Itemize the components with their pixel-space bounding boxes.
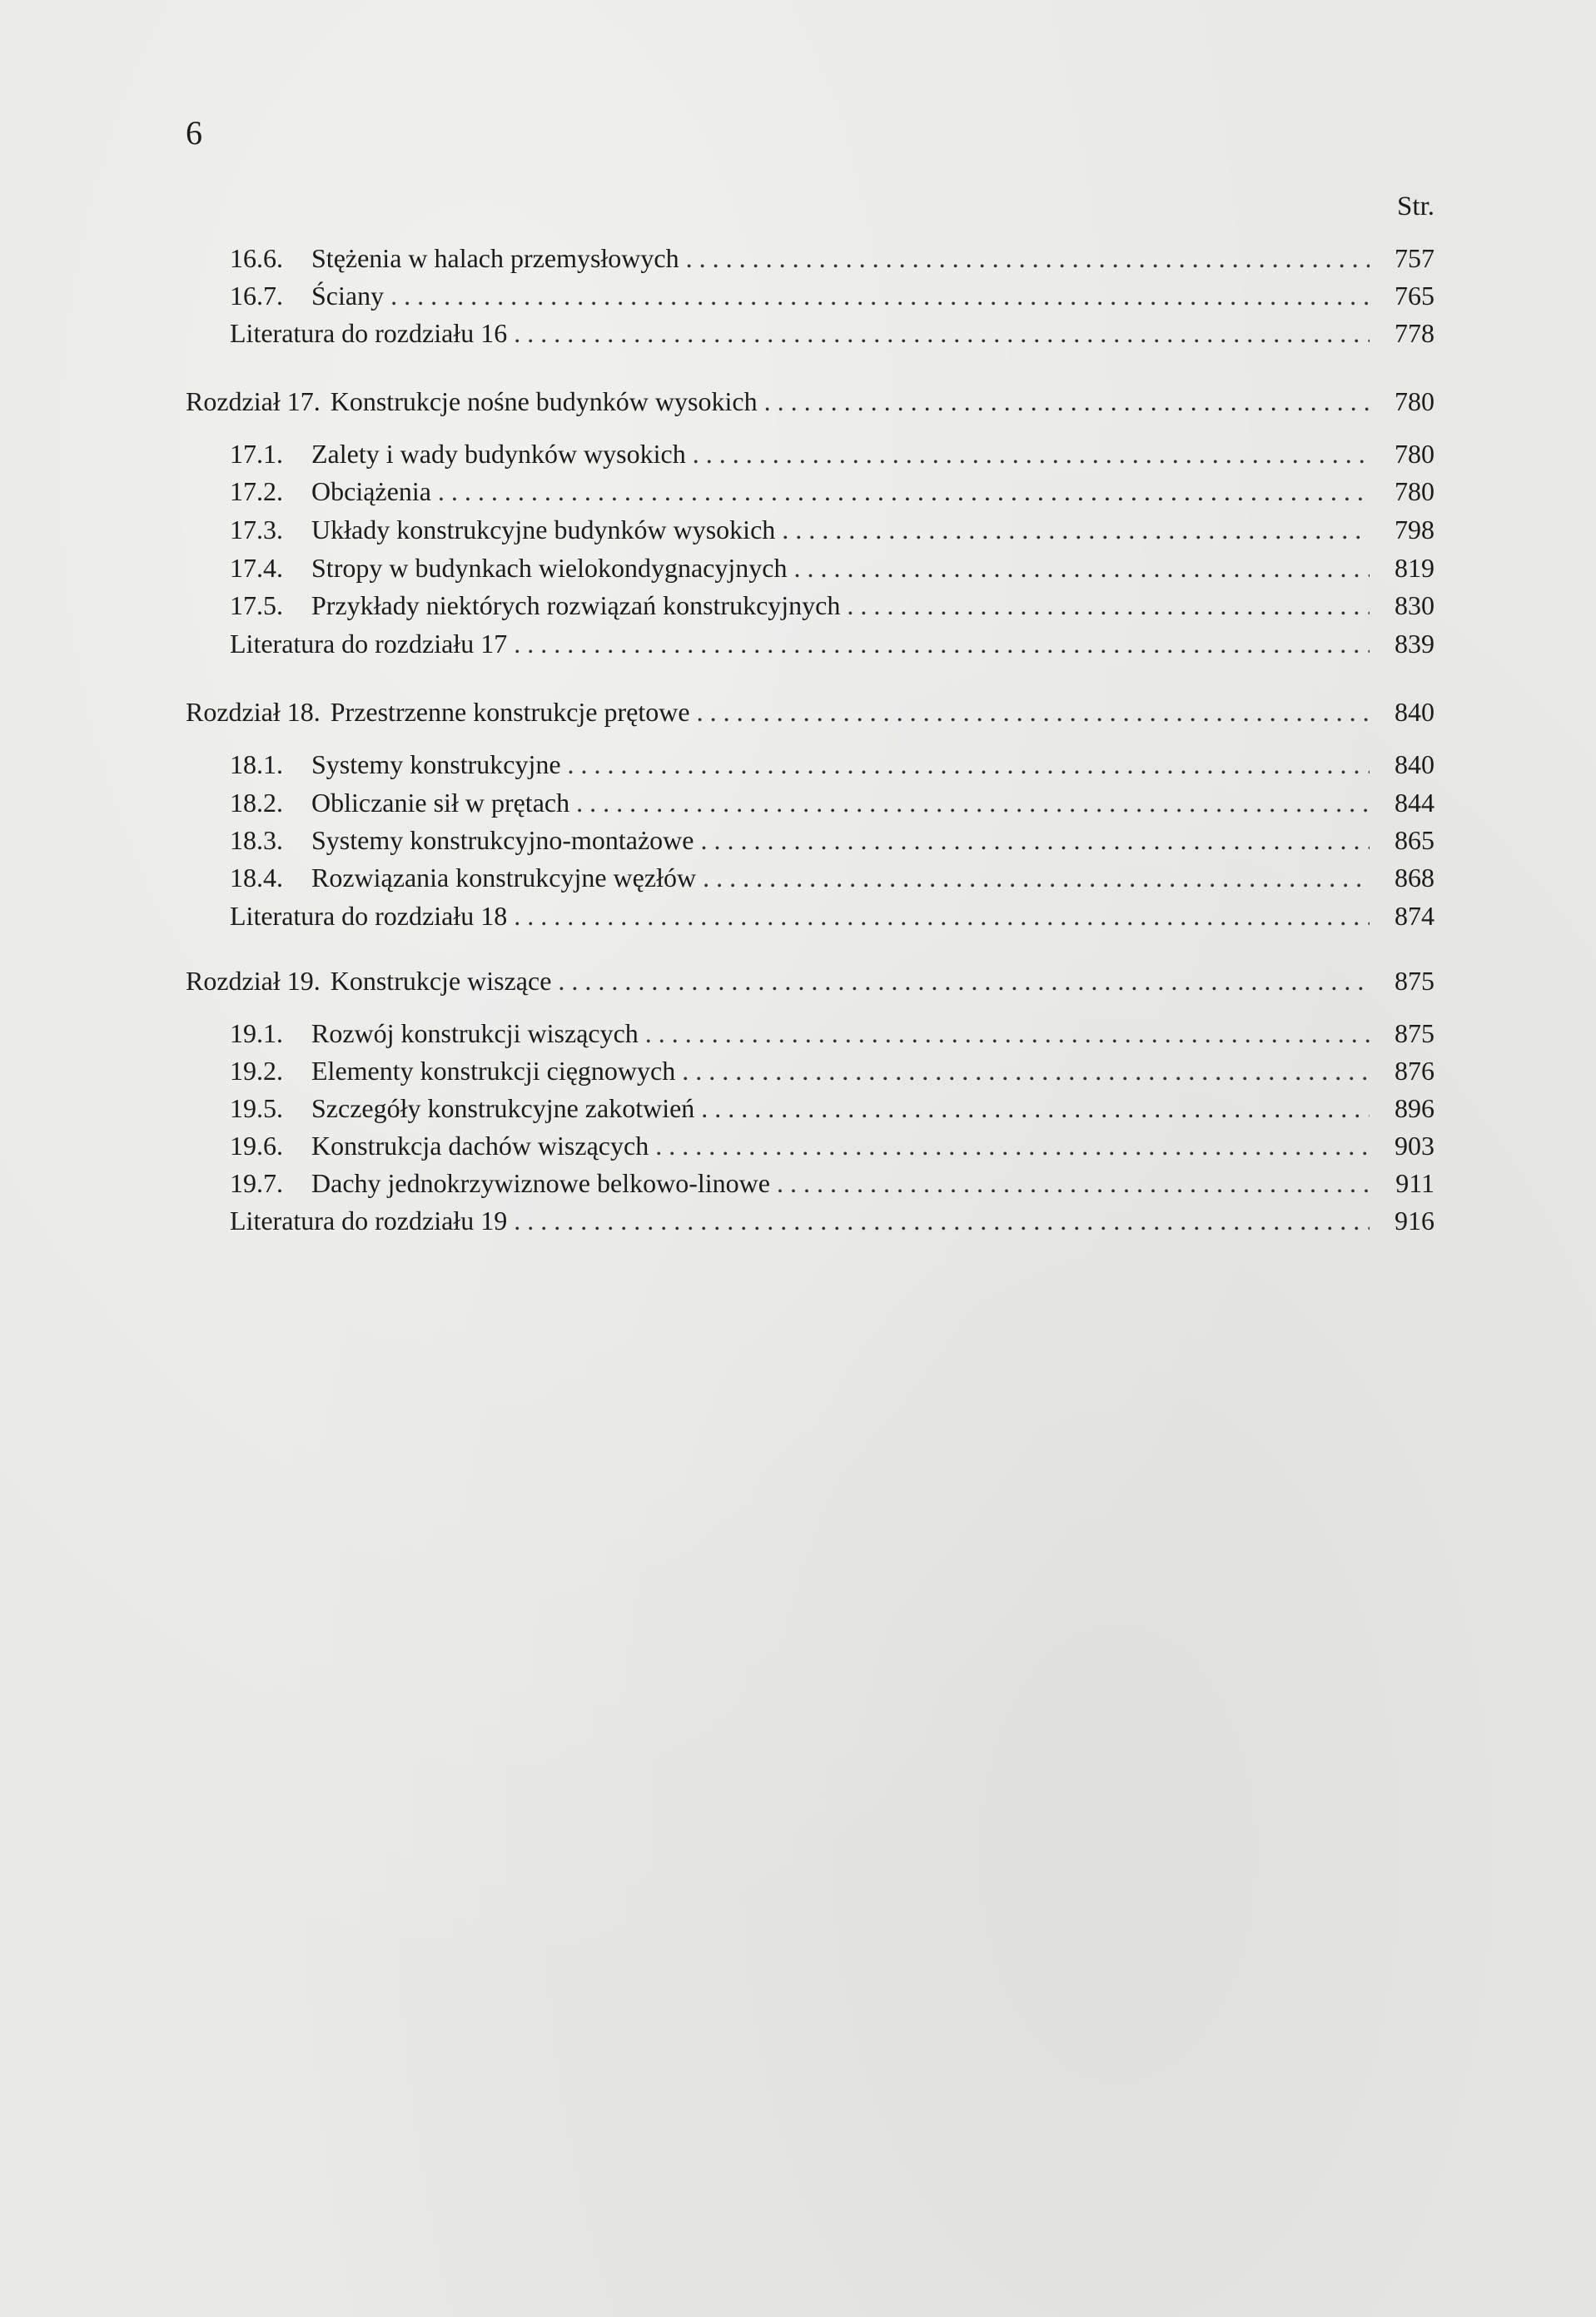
toc-entry-number: 18.2. [230,788,283,818]
toc-entry [230,435,1434,472]
page-number: 6 [186,114,202,152]
toc-entry-number: 17.3. [230,515,283,544]
toc-chapter-number: Rozdział 18. [186,697,321,727]
toc-leader-dots [782,511,1370,548]
toc-leader-dots [793,549,1370,586]
toc-entry-title: Zalety i wady budynków wysokich [311,439,686,469]
toc-entry-number: 17.1. [230,439,283,469]
toc-entry-title: Literatura do rozdziału 19 [230,1206,508,1236]
toc-leader-dots [777,1165,1370,1201]
toc-entry-page: 798 [1395,515,1434,544]
toc-entry [230,859,1434,896]
toc-entry-page: 911 [1395,1168,1434,1198]
toc-entry-number: 16.6. [230,243,283,273]
toc-entry [230,549,1434,586]
toc-entry-number: 18.3. [230,825,283,855]
toc-entry-title: Układy konstrukcyjne budynków wysokich [311,515,776,544]
toc-entry-page: 780 [1395,439,1434,469]
toc-leader-dots [686,240,1370,276]
toc-entry [230,315,1434,351]
toc-leader-dots [655,1127,1370,1164]
toc-entry-title: Dachy jednokrzywiznowe belkowo-linowe [311,1168,770,1198]
toc-entry-title: Systemy konstrukcyjne [311,749,561,779]
toc-leader-dots [576,784,1370,821]
toc-entry [230,1202,1434,1239]
toc-entry [230,1127,1434,1164]
toc-entry-page: 874 [1395,901,1434,931]
toc-entry-page: 839 [1395,629,1434,659]
toc-entry-number: 17.5. [230,590,283,620]
toc-leader-dots [697,694,1370,730]
toc-entry-page: 780 [1395,386,1434,416]
toc-entry-title: Elementy konstrukcji cięgnowych [311,1056,676,1086]
toc-chapter-number: Rozdział 17. [186,386,321,416]
toc-entry [230,1165,1434,1201]
toc-entry-page: 757 [1395,243,1434,273]
toc-entry-title: Rozwój konstrukcji wiszących [311,1018,639,1048]
toc-entry-number: 19.7. [230,1168,283,1198]
toc-entry-title: Literatura do rozdziału 18 [230,901,508,931]
toc-entry-page: 819 [1395,553,1434,583]
toc-leader-dots [438,473,1370,510]
toc-entry [230,1052,1434,1089]
toc-entry-number: 19.1. [230,1018,283,1048]
toc-entry [230,587,1434,624]
toc-entry [230,511,1434,548]
toc-entry-page: 830 [1395,590,1434,620]
toc-leader-dots [693,435,1370,472]
toc-leader-dots [847,587,1370,624]
toc-entry-page: 840 [1395,749,1434,779]
toc-entry-title: Szczegóły konstrukcyjne zakotwień [311,1093,695,1123]
toc-entry-number: 17.2. [230,476,283,506]
toc-leader-dots [568,746,1370,783]
toc-leader-dots [645,1015,1370,1052]
toc-entry-title: Obliczanie sił w prętach [311,788,570,818]
toc-entry-title: Stropy w budynkach wielokondygnacyjnych [311,553,788,583]
toc-entry [230,897,1434,934]
toc-entry-number: 18.1. [230,749,283,779]
toc-entry [230,1015,1434,1052]
toc-leader-dots [558,962,1370,999]
toc-entry-title: Obciążenia [311,476,431,506]
toc-entry [230,277,1434,314]
toc-leader-dots [703,859,1370,896]
toc-entry-number: 17.4. [230,553,283,583]
toc-leader-dots [701,1090,1370,1126]
toc-entry-page: 876 [1395,1056,1434,1086]
toc-leader-dots [764,383,1370,420]
toc-chapter-title: Konstrukcje nośne budynków wysokich [330,386,758,416]
toc-entry-number: 19.2. [230,1056,283,1086]
toc-entry [230,240,1434,276]
toc-entry [230,784,1434,821]
toc-entry-page: 868 [1395,863,1434,892]
toc-entry [230,746,1434,783]
toc-entry-page: 903 [1395,1131,1434,1161]
page-column-header: Str. [1397,191,1434,221]
toc-entry-title: Rozwiązania konstrukcyjne węzłów [311,863,697,892]
toc-chapter-title: Konstrukcje wiszące [330,966,552,996]
toc-entry-title: Systemy konstrukcyjno-montażowe [311,825,694,855]
toc-leader-dots [514,897,1370,934]
toc-entry-number: 16.7. [230,281,283,311]
toc-entry [230,473,1434,510]
toc-leader-dots [390,277,1370,314]
toc-leader-dots [514,625,1370,662]
toc-entry-page: 844 [1395,788,1434,818]
toc-entry-page: 765 [1395,281,1434,311]
toc-entry-number: 19.5. [230,1093,283,1123]
toc-entry-title: Stężenia w halach przemysłowych [311,243,679,273]
toc-entry-page: 780 [1395,476,1434,506]
toc-entry-page: 896 [1395,1093,1434,1123]
toc-chapter-entry [186,383,1434,420]
toc-entry-page: 778 [1395,318,1434,348]
toc-entry-page: 916 [1395,1206,1434,1236]
toc-chapter-entry [186,962,1434,999]
toc-entry-number: 19.6. [230,1131,283,1161]
toc-leader-dots [682,1052,1370,1089]
toc-entry [230,822,1434,858]
toc-entry-page: 840 [1395,697,1434,727]
toc-entry-page: 875 [1395,966,1434,996]
toc-entry-title: Ściany [311,281,385,311]
toc-leader-dots [514,1202,1370,1239]
toc-entry [230,625,1434,662]
toc-entry-title: Literatura do rozdziału 17 [230,629,508,659]
toc-leader-dots [700,822,1370,858]
toc-leader-dots [514,315,1370,351]
toc-chapter-title: Przestrzenne konstrukcje prętowe [330,697,690,727]
toc-entry-title: Konstrukcja dachów wiszących [311,1131,649,1161]
toc-entry-title: Literatura do rozdziału 16 [230,318,508,348]
toc-chapter-number: Rozdział 19. [186,966,321,996]
toc-entry [230,1090,1434,1126]
toc-entry-title: Przykłady niektórych rozwiązań konstrukcyjnych [311,590,841,620]
toc-entry-number: 18.4. [230,863,283,892]
toc-entry-page: 865 [1395,825,1434,855]
toc-chapter-entry [186,694,1434,730]
toc-entry-page: 875 [1395,1018,1434,1048]
